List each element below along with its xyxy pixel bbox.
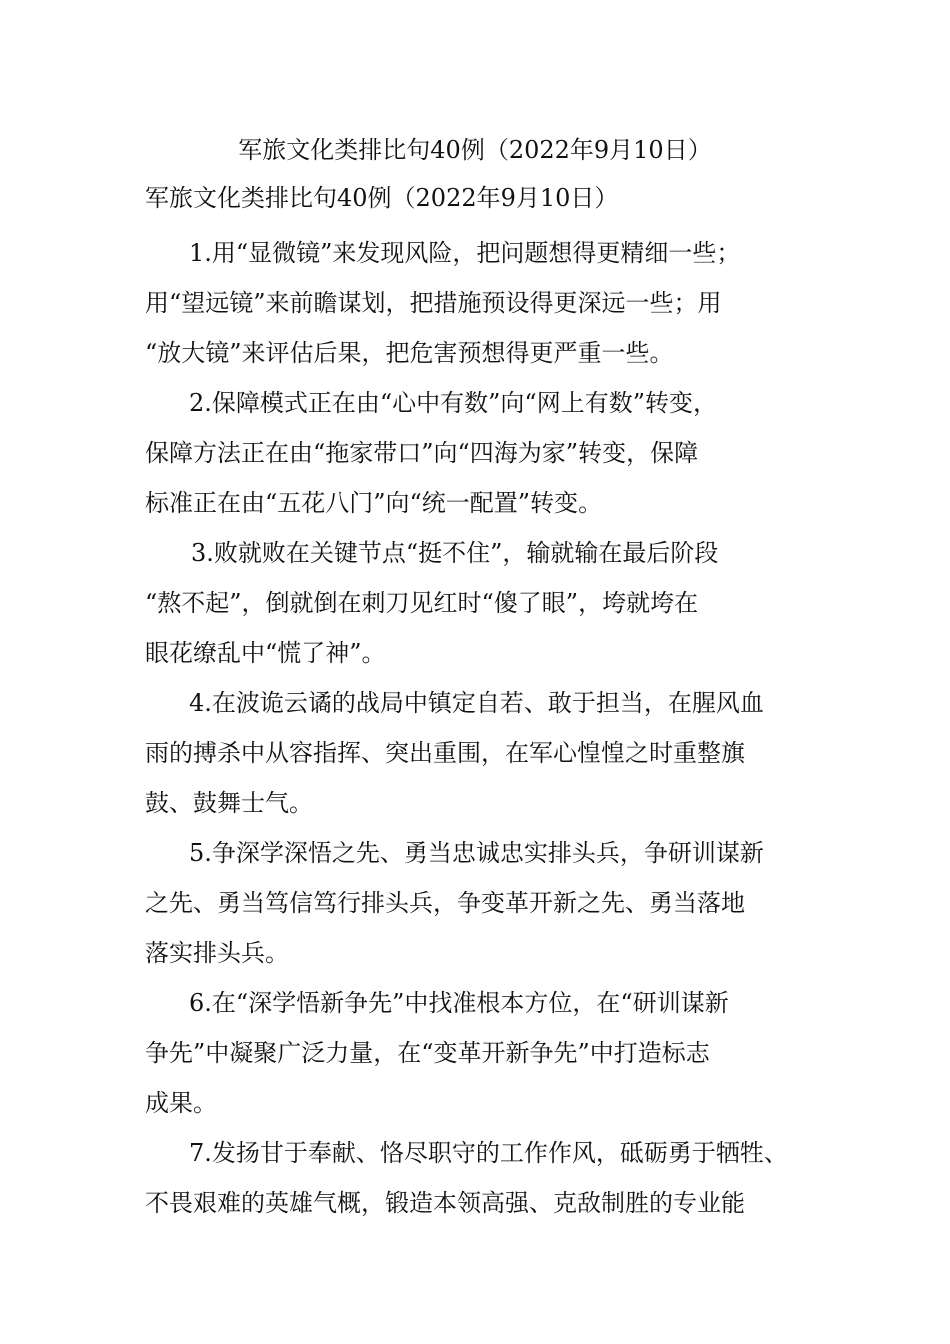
paragraph-7 bbox=[145, 1128, 810, 1228]
paragraph-5 bbox=[145, 828, 810, 978]
paragraph-line: 保障方法正在由“拖家带口”向“四海为家”转变，保障 bbox=[145, 439, 699, 467]
paragraph-1 bbox=[145, 228, 810, 378]
paragraph-line: 用“望远镜”来前瞻谋划，把措施预设得更深远一些；用 bbox=[145, 289, 722, 317]
paragraph-line: 争先”中凝聚广泛力量，在“变革开新争先”中打造标志 bbox=[145, 1039, 710, 1067]
paragraph-line: “放大镜”来评估后果，把危害预想得更严重一些。 bbox=[145, 339, 674, 367]
paragraph-line: 5.争深学深悟之先、勇当忠诚忠实排头兵，争研训谋新 bbox=[189, 839, 764, 867]
paragraph-line: 落实排头兵。 bbox=[145, 939, 289, 967]
paragraph-line: 7.发扬甘于奉献、恪尽职守的工作作风，砥砺勇于牺牲、 bbox=[189, 1139, 788, 1167]
document-subtitle: 军旅文化类排比句40例（2022年9月10日） bbox=[145, 184, 619, 212]
document-body bbox=[145, 228, 810, 1228]
paragraph-3 bbox=[145, 528, 810, 678]
paragraph-2 bbox=[145, 378, 810, 528]
paragraph-line: 3.败就败在关键节点“挺不住”，输就输在最后阶段 bbox=[191, 539, 719, 567]
paragraph-line: “熬不起”，倒就倒在刺刀见红时“傻了眼”，垮就垮在 bbox=[145, 589, 699, 617]
paragraph-line: 鼓、鼓舞士气。 bbox=[145, 789, 313, 817]
paragraph-line: 之先、勇当笃信笃行排头兵，争变革开新之先、勇当落地 bbox=[145, 889, 745, 917]
paragraph-line: 6.在“深学悟新争先”中找准根本方位，在“研训谋新 bbox=[189, 989, 729, 1017]
paragraph-line: 雨的搏杀中从容指挥、突出重围，在军心惶惶之时重整旗 bbox=[145, 739, 745, 767]
document-title: 军旅文化类排比句40例（2022年9月10日） bbox=[238, 136, 712, 164]
paragraph-line: 2.保障模式正在由“心中有数”向“网上有数”转变， bbox=[189, 389, 717, 417]
paragraph-6 bbox=[145, 978, 810, 1128]
paragraph-line: 标准正在由“五花八门”向“统一配置”转变。 bbox=[145, 489, 603, 517]
paragraph-line: 1.用“显微镜”来发现风险，把问题想得更精细一些； bbox=[189, 239, 741, 267]
paragraph-line: 眼花缭乱中“慌了神”。 bbox=[145, 639, 386, 667]
paragraph-line: 4.在波诡云谲的战局中镇定自若、敢于担当，在腥风血 bbox=[189, 689, 764, 717]
paragraph-line: 不畏艰难的英雄气概，锻造本领高强、克敌制胜的专业能 bbox=[145, 1189, 745, 1217]
paragraph-4 bbox=[145, 678, 810, 828]
paragraph-line: 成果。 bbox=[145, 1089, 217, 1117]
